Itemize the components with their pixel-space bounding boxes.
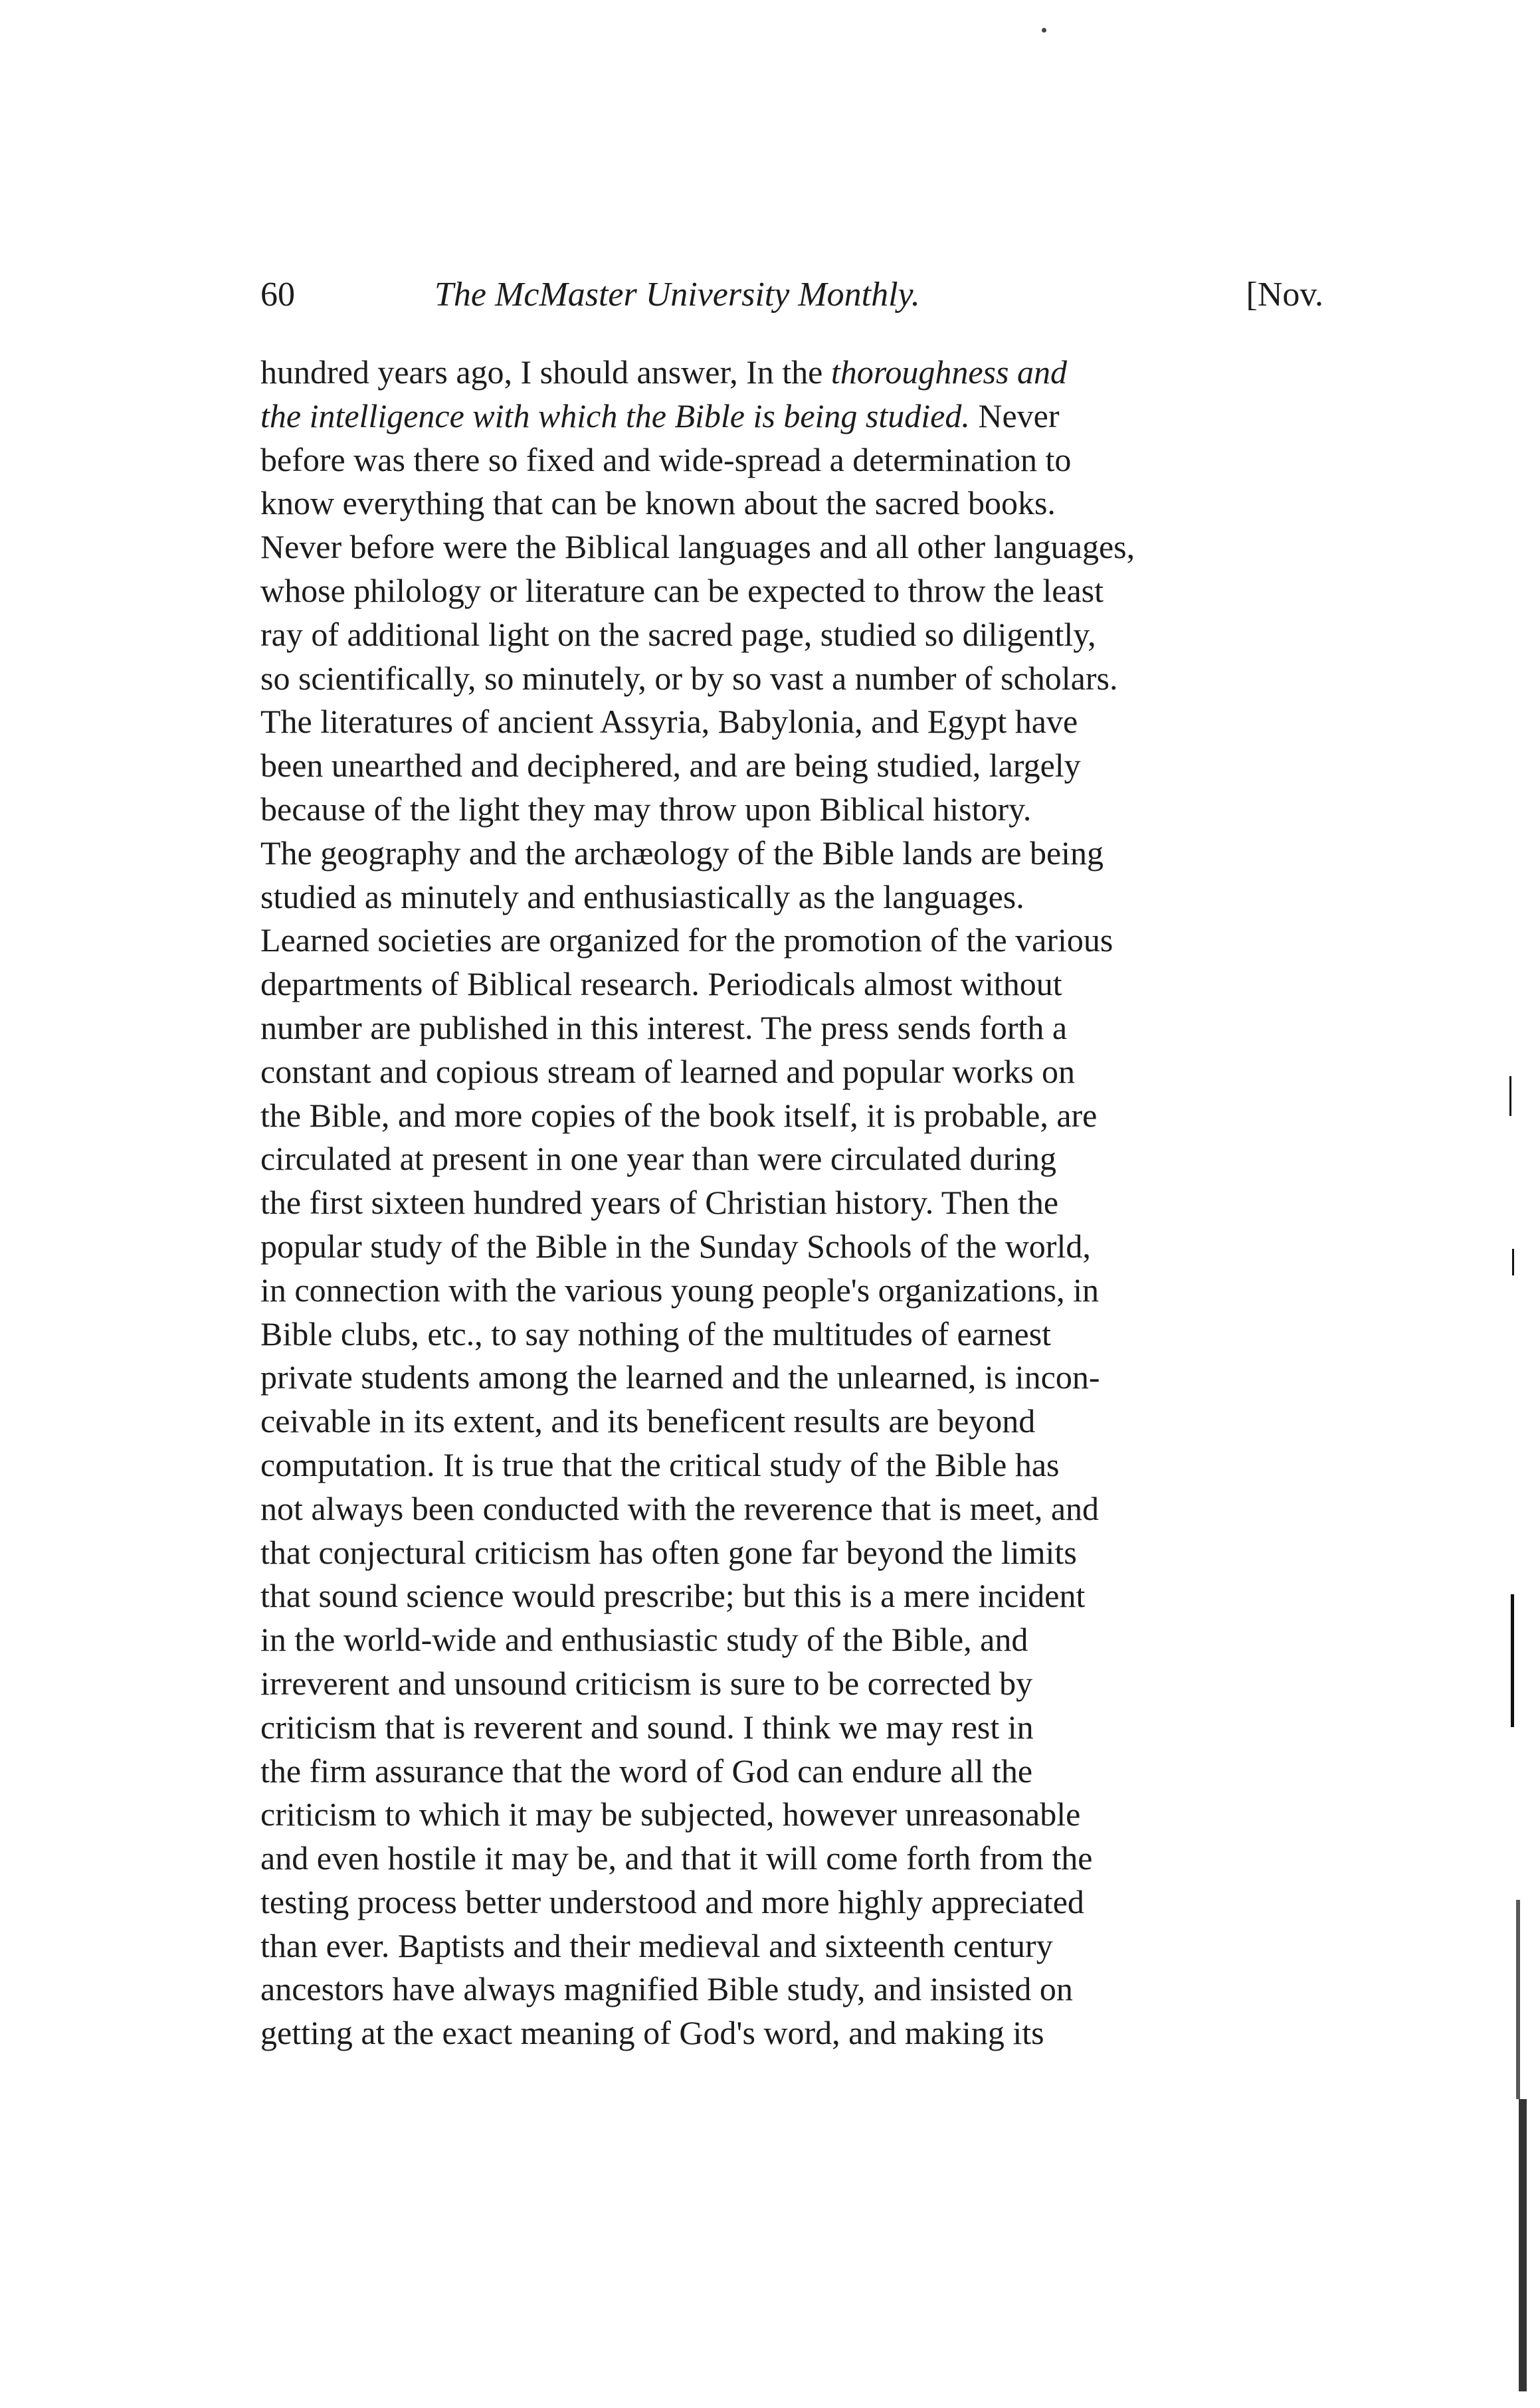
gutter-mark bbox=[1512, 1249, 1514, 1275]
text-line bbox=[260, 1837, 1323, 1881]
text-segment: irreverent and unsound criticism is sure to be corrected by bbox=[260, 1664, 1033, 1702]
text-segment: circulated at present in one year than were circulated during bbox=[260, 1140, 1057, 1178]
italic-segment: thoroughness and bbox=[830, 353, 1067, 391]
text-segment: computation. It is true that the critical study of the Bible has bbox=[260, 1445, 1060, 1483]
text-line bbox=[260, 482, 1323, 525]
text-segment: ray of additional light on the sacred page, studied so diligently, bbox=[260, 615, 1096, 653]
text-line bbox=[260, 569, 1323, 613]
text-line bbox=[260, 1181, 1323, 1225]
text-segment: that conjectural criticism has often gone far beyond the limits bbox=[260, 1533, 1077, 1571]
article-body bbox=[260, 351, 1323, 2055]
text-segment: in connection with the various young people's organizations, in bbox=[260, 1271, 1100, 1309]
text-segment: so scientifically, so minutely, or by so vast a number of scholars. bbox=[260, 659, 1118, 697]
text-line bbox=[260, 1225, 1323, 1269]
text-segment: before was there so fixed and wide-spread a determination to bbox=[260, 440, 1072, 478]
text-line bbox=[260, 832, 1323, 876]
text-line bbox=[260, 1400, 1323, 1443]
text-segment: testing process better understood and more highly appreciated bbox=[260, 1883, 1084, 1920]
text-segment: whose philology or literature can be expected to throw the least bbox=[260, 571, 1104, 609]
text-line bbox=[260, 613, 1323, 657]
text-line bbox=[260, 1006, 1323, 1050]
text-segment: the Bible, and more copies of the book itself, it is probable, are bbox=[260, 1096, 1098, 1134]
text-line bbox=[260, 1793, 1323, 1837]
text-line bbox=[260, 438, 1323, 482]
text-line bbox=[260, 395, 1323, 438]
text-line bbox=[260, 351, 1323, 395]
text-segment: The literatures of ancient Assyria, Babylonia, and Egypt have bbox=[260, 703, 1078, 741]
text-line bbox=[260, 1662, 1323, 1706]
text-segment: been unearthed and deciphered, and are being studied, largely bbox=[260, 747, 1081, 785]
text-line bbox=[260, 1443, 1323, 1487]
text-line bbox=[260, 1924, 1323, 1968]
text-line bbox=[260, 1137, 1323, 1181]
text-segment: hundred years ago, I should answer, In the bbox=[260, 353, 831, 391]
text-segment: in the world-wide and enthusiastic study of the Bible, and bbox=[260, 1621, 1028, 1659]
gutter-mark bbox=[1511, 1594, 1514, 1727]
running-head bbox=[260, 268, 1323, 322]
ink-speck bbox=[1042, 28, 1046, 33]
text-segment: Bible clubs, etc., to say nothing of the multitudes of earnest bbox=[260, 1315, 1052, 1352]
text-line bbox=[260, 1618, 1323, 1662]
italic-segment: the intelligence with which the Bible is being studied. bbox=[260, 397, 970, 434]
text-segment: The geography and the archæology of the Bible lands are being bbox=[260, 834, 1104, 872]
text-segment: ceivable in its extent, and its beneficent results are beyond bbox=[260, 1402, 1036, 1440]
text-line bbox=[260, 788, 1323, 832]
text-line bbox=[260, 657, 1323, 701]
text-segment: departments of Biblical research. Periodicals almost without bbox=[260, 965, 1062, 1003]
text-segment: studied as minutely and enthusiastically as the languages. bbox=[260, 878, 1024, 915]
text-segment: than ever. Baptists and their medieval and sixteenth century bbox=[260, 1926, 1053, 1964]
text-line bbox=[260, 744, 1323, 788]
text-segment: criticism to which it may be subjected, however unreasonable bbox=[260, 1796, 1081, 1833]
text-line bbox=[260, 1968, 1323, 2011]
text-segment: and even hostile it may be, and that it will come forth from the bbox=[260, 1839, 1093, 1877]
text-line bbox=[260, 1531, 1323, 1575]
text-line bbox=[260, 1881, 1323, 1924]
text-segment: know everything that can be known about the sacred books. bbox=[260, 484, 1056, 522]
text-line bbox=[260, 876, 1323, 919]
text-segment: Learned societies are organized for the promotion of the various bbox=[260, 921, 1113, 959]
text-segment: Never before were the Biblical languages and all other languages, bbox=[260, 528, 1135, 566]
page-number: 60 bbox=[260, 276, 295, 314]
gutter-mark bbox=[1516, 1900, 1520, 2099]
text-line bbox=[260, 1487, 1323, 1531]
text-line bbox=[260, 919, 1323, 963]
gutter-mark bbox=[1509, 1076, 1511, 1116]
text-segment: Never bbox=[969, 397, 1060, 434]
text-segment: that sound science would prescribe; but this is a mere incident bbox=[260, 1577, 1086, 1615]
issue-month: [Nov. bbox=[1246, 276, 1323, 314]
text-line bbox=[260, 700, 1323, 744]
text-line bbox=[260, 1269, 1323, 1313]
text-line bbox=[260, 1750, 1323, 1794]
text-segment: private students among the learned and the unlearned, is incon- bbox=[260, 1358, 1100, 1396]
text-line bbox=[260, 1706, 1323, 1750]
text-segment: ancestors have always magnified Bible study, and insisted on bbox=[260, 1970, 1073, 2008]
text-line bbox=[260, 963, 1323, 1006]
text-line bbox=[260, 1574, 1323, 1618]
text-segment: the first sixteen hundred years of Christian history. Then the bbox=[260, 1184, 1059, 1222]
text-segment: criticism that is reverent and sound. I think we may rest in bbox=[260, 1708, 1034, 1746]
text-line bbox=[260, 1356, 1323, 1400]
text-segment: not always been conducted with the reverence that is meet, and bbox=[260, 1489, 1100, 1527]
text-segment: constant and copious stream of learned and popular works on bbox=[260, 1052, 1076, 1090]
gutter-mark bbox=[1519, 2099, 1527, 2391]
journal-title: The McMaster University Monthly. bbox=[434, 276, 920, 314]
text-segment: getting at the exact meaning of God's word, and making its bbox=[260, 2014, 1044, 2052]
text-line bbox=[260, 2011, 1323, 2055]
text-segment: popular study of the Bible in the Sunday Schools of the world, bbox=[260, 1227, 1091, 1265]
text-segment: because of the light they may throw upon Biblical history. bbox=[260, 790, 1032, 828]
text-segment: number are published in this interest. The press sends forth a bbox=[260, 1008, 1068, 1046]
text-line bbox=[260, 1050, 1323, 1094]
text-line bbox=[260, 1094, 1323, 1138]
text-line bbox=[260, 1313, 1323, 1356]
text-segment: the firm assurance that the word of God can endure all the bbox=[260, 1752, 1033, 1790]
text-line bbox=[260, 525, 1323, 569]
